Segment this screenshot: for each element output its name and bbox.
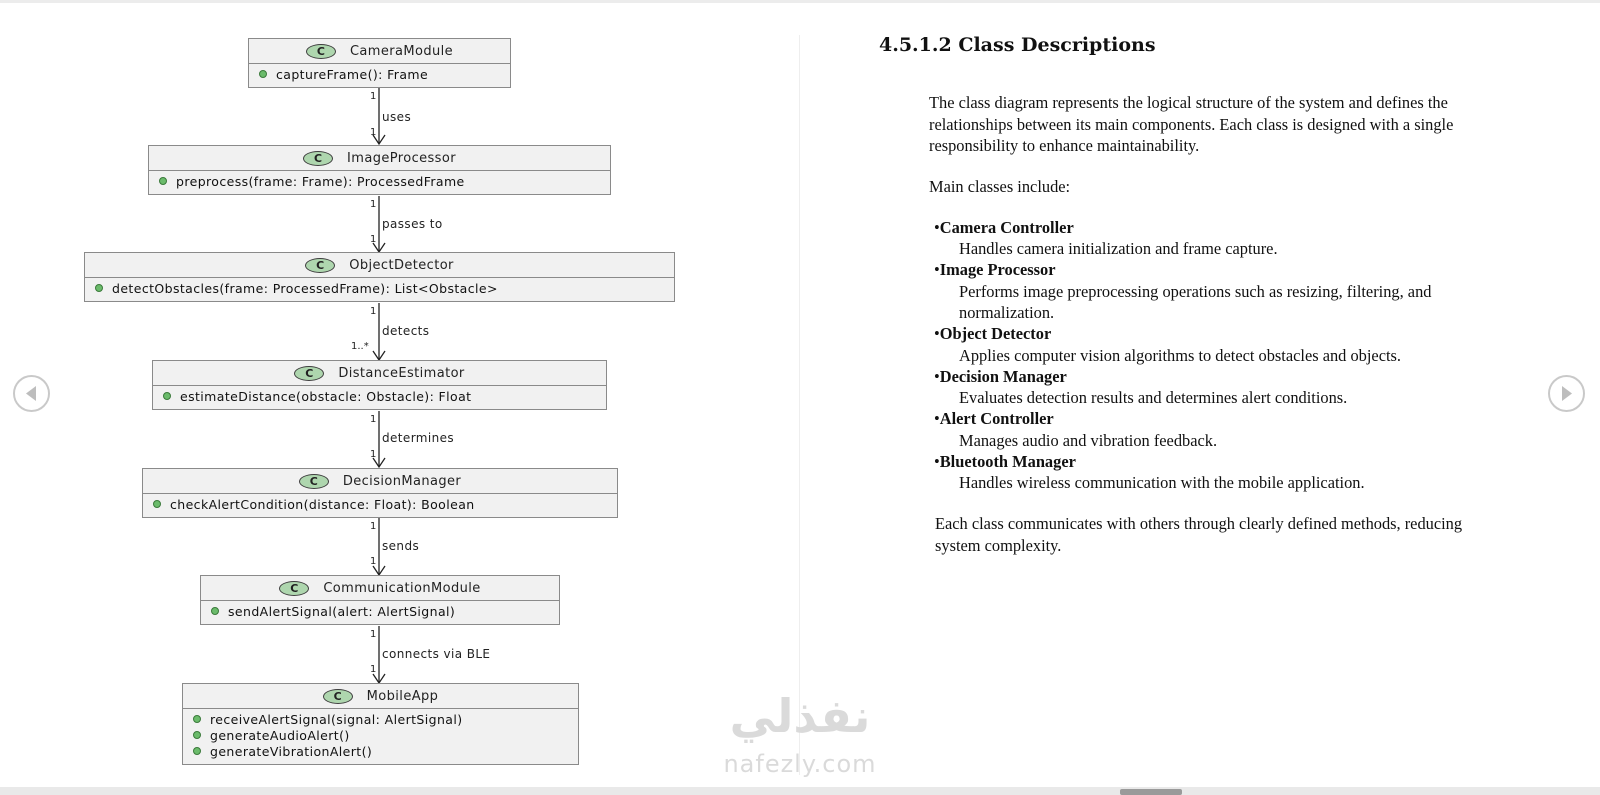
- bullet-desc: Manages audio and vibration feedback.: [959, 431, 1218, 450]
- chevron-right-icon: [1550, 377, 1583, 410]
- multiplicity-label: 1..*: [351, 341, 369, 352]
- class-name: DecisionManager: [342, 473, 462, 489]
- relation-label-determines: determines: [382, 431, 455, 445]
- bullet-desc: Performs image preprocessing operations such as resizing, filtering, and: [959, 282, 1432, 301]
- class-name: DistanceEstimator: [338, 365, 465, 381]
- method-item: checkAlertCondition(distance: Float): Boolean: [153, 496, 607, 512]
- class-name: MobileApp: [366, 688, 439, 704]
- multiplicity-label: 1: [370, 521, 377, 532]
- multiplicity-label: 1: [370, 414, 377, 425]
- class-name: CameraModule: [349, 43, 454, 59]
- bullet-desc: Evaluates detection results and determines alert conditions.: [959, 388, 1348, 407]
- multiplicity-label: 1: [370, 664, 377, 675]
- bullet-item-camera-controller: •Camera Controller: [934, 218, 1074, 237]
- bullet-desc: Applies computer vision algorithms to detect obstacles and objects.: [959, 346, 1401, 365]
- method-item: generateAudioAlert(): [193, 727, 568, 743]
- class-badge-icon: C: [305, 258, 335, 273]
- watermark-arabic: نفذلي: [729, 689, 871, 743]
- horizontal-scrollbar[interactable]: [0, 787, 1600, 795]
- chevron-left-icon: [15, 377, 48, 410]
- method-item: captureFrame(): Frame: [259, 66, 500, 82]
- previous-page-button[interactable]: [13, 375, 50, 412]
- class-name: ObjectDetector: [349, 257, 454, 273]
- method-item: receiveAlertSignal(signal: AlertSignal): [193, 711, 568, 727]
- multiplicity-label: 1: [370, 306, 377, 317]
- multiplicity-label: 1: [370, 199, 377, 210]
- relation-label-connects-via-ble: connects via BLE: [382, 647, 491, 661]
- relation-label-sends: sends: [382, 539, 420, 553]
- class-badge-icon: C: [306, 44, 336, 59]
- bullet-item-alert-controller: •Alert Controller: [934, 409, 1054, 428]
- bullet-item-object-detector: •Object Detector: [934, 324, 1052, 343]
- bullet-item-image-processor: •Image Processor: [934, 260, 1056, 279]
- closing-paragraph: Each class communicates with others through clearly defined methods, reducing system complexity.: [935, 514, 1463, 555]
- class-name: CommunicationModule: [323, 580, 481, 596]
- multiplicity-label: 1: [370, 629, 377, 640]
- class-badge-icon: C: [299, 474, 329, 489]
- method-item: sendAlertSignal(alert: AlertSignal): [211, 603, 549, 619]
- section-heading: 4.5.1.2 Class Descriptions: [879, 34, 1156, 56]
- method-item: detectObstacles(frame: ProcessedFrame): List<Obstacle>: [95, 280, 664, 296]
- multiplicity-label: 1: [370, 556, 377, 567]
- method-item: preprocess(frame: Frame): ProcessedFrame: [159, 173, 600, 189]
- bullet-desc: Handles wireless communication with the mobile application.: [959, 473, 1365, 492]
- multiplicity-label: 1: [370, 127, 377, 138]
- bullet-item-decision-manager: •Decision Manager: [934, 367, 1067, 386]
- method-item: generateVibrationAlert(): [193, 743, 568, 759]
- multiplicity-label: 1: [370, 449, 377, 460]
- multiplicity-label: 1: [370, 234, 377, 245]
- relation-label-uses: uses: [382, 110, 412, 124]
- intro-paragraph: The class diagram represents the logical structure of the system and defines the relationships between its main components. Each class is designed with a single responsibility to enhance maintainability.: [929, 93, 1454, 155]
- method-item: estimateDistance(obstacle: Obstacle): Float: [163, 388, 596, 404]
- bullet-desc: normalization.: [959, 303, 1055, 322]
- class-name: ImageProcessor: [347, 150, 456, 166]
- class-badge-icon: C: [323, 689, 353, 704]
- scrollbar-thumb[interactable]: [1120, 789, 1182, 795]
- relation-label-passes-to: passes to: [382, 217, 443, 231]
- class-badge-icon: C: [303, 151, 333, 166]
- class-badge-icon: C: [294, 366, 324, 381]
- watermark-latin: nafezly.com: [723, 750, 877, 778]
- multiplicity-label: 1: [370, 91, 377, 102]
- watermark-logo: [700, 690, 900, 790]
- main-classes-label: Main classes include:: [929, 177, 1071, 196]
- bullet-item-bluetooth-manager: •Bluetooth Manager: [934, 452, 1076, 471]
- relation-label-detects: detects: [382, 324, 430, 338]
- class-badge-icon: C: [279, 581, 309, 596]
- next-page-button[interactable]: [1548, 375, 1585, 412]
- bullet-desc: Handles camera initialization and frame capture.: [959, 239, 1278, 258]
